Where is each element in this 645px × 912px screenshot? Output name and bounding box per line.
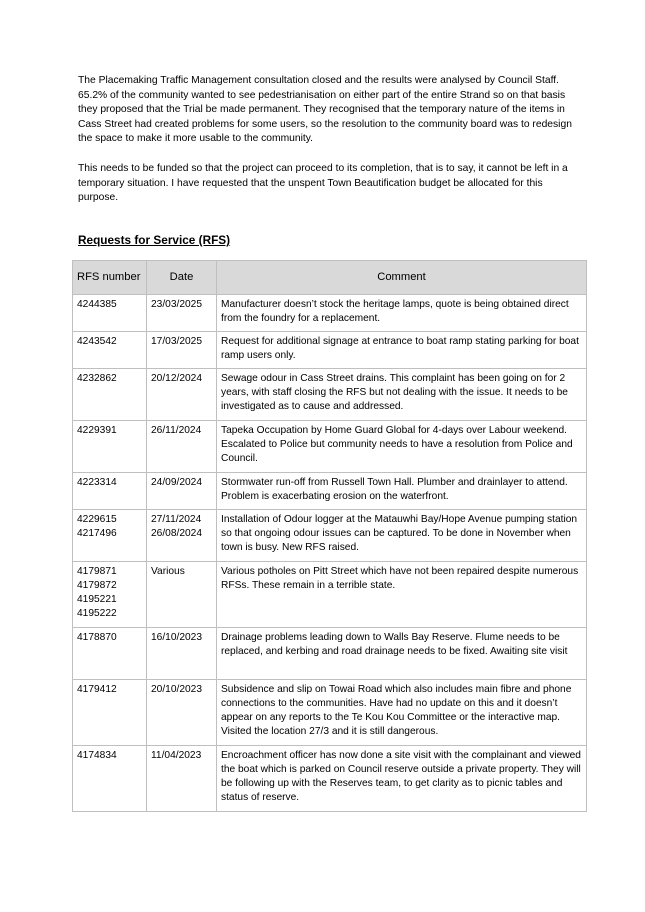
- rfs-number-cell: [73, 295, 147, 332]
- date-cell: [147, 295, 217, 332]
- rfs-number: 4243542: [77, 336, 117, 347]
- date-cell: [147, 510, 217, 562]
- header-date: Date: [147, 261, 217, 295]
- rfs-date: Various: [151, 566, 185, 577]
- rfs-number-cell: [73, 746, 147, 812]
- rfs-number: 4244385: [77, 299, 117, 310]
- table-row: [73, 295, 587, 332]
- date-cell: [147, 332, 217, 369]
- table-row: [73, 369, 587, 421]
- rfs-date: 27/11/2024: [151, 514, 202, 525]
- comment-cell: Installation of Odour logger at the Matauwhi Bay/Hope Avenue pumping station so that ongoing odour issues can be captured. To be done in November when town is busy. New RFS raised.: [217, 510, 587, 562]
- rfs-date: 11/04/2023: [151, 750, 202, 761]
- rfs-number: 4179412: [77, 684, 117, 695]
- rfs-number-cell: [73, 369, 147, 421]
- rfs-number: 4217496: [77, 528, 117, 539]
- rfs-number: 4229615: [77, 514, 117, 525]
- rfs-number-cell: [73, 421, 147, 473]
- rfs-number-cell: [73, 628, 147, 680]
- rfs-number: 4195222: [77, 608, 117, 619]
- rfs-date: 24/09/2024: [151, 477, 202, 488]
- rfs-number: 4178870: [77, 632, 117, 643]
- date-cell: [147, 628, 217, 680]
- rfs-number-cell: [73, 680, 147, 746]
- rfs-date: 17/03/2025: [151, 336, 202, 347]
- rfs-number: 4179871: [77, 566, 117, 577]
- date-cell: [147, 421, 217, 473]
- rfs-number: 4223314: [77, 477, 117, 488]
- table-row: [73, 473, 587, 510]
- table-row: [73, 562, 587, 628]
- date-cell: [147, 562, 217, 628]
- rfs-number: 4174834: [77, 750, 117, 761]
- comment-cell: Various potholes on Pitt Street which have not been repaired despite numerous RFSs. These remain in a terrible state.: [217, 562, 587, 628]
- table-row: [73, 510, 587, 562]
- date-cell: [147, 369, 217, 421]
- table-row: [73, 421, 587, 473]
- table-body: [73, 295, 587, 812]
- comment-cell: Drainage problems leading down to Walls Bay Reserve. Flume needs to be replaced, and kerbing and road drainage needs to be fixed. Awaiting site visit: [217, 628, 587, 680]
- funding-paragraph: This needs to be funded so that the project can proceed to its completion, that is to say, it cannot be left in a temporary situation. I have requested that the unspent Town Beautification budget be allocated for this purpose.: [78, 163, 568, 204]
- rfs-number-cell: [73, 332, 147, 369]
- rfs-table: [72, 260, 587, 812]
- comment-cell: Manufacturer doesn’t stock the heritage lamps, quote is being obtained direct from the foundry for a replacement.: [217, 295, 587, 332]
- table-row: [73, 332, 587, 369]
- comment-cell: Stormwater run-off from Russell Town Hall. Plumber and drainlayer to attend. Problem is exacerbating erosion on the waterfront.: [217, 473, 587, 510]
- rfs-date: 26/11/2024: [151, 425, 202, 436]
- table-row: [73, 628, 587, 680]
- rfs-date: 23/03/2025: [151, 299, 202, 310]
- rfs-date: 20/10/2023: [151, 684, 202, 695]
- table-row: [73, 746, 587, 812]
- rfs-number: 4232862: [77, 373, 117, 384]
- table-header-row: [73, 261, 587, 295]
- rfs-number: 4195221: [77, 594, 117, 605]
- header-rfs-number: RFS number: [73, 261, 147, 295]
- date-cell: [147, 746, 217, 812]
- rfs-number-cell: [73, 562, 147, 628]
- rfs-date: 20/12/2024: [151, 373, 202, 384]
- rfs-number-cell: [73, 473, 147, 510]
- comment-cell: Request for additional signage at entrance to boat ramp stating parking for boat ramp users only.: [217, 332, 587, 369]
- comment-cell: Encroachment officer has now done a site visit with the complainant and viewed the boat which is parked on Council reserve outside a private property. They will be following up with the Reserves team, to get clarity as to picnic tables and status of reserve.: [217, 746, 587, 812]
- table-row: [73, 680, 587, 746]
- intro-paragraph: The Placemaking Traffic Management consultation closed and the results were analysed by Council Staff. 65.2% of the community wanted to see pedestrianisation on either part of the entire Strand so on that basis they proposed that the Trial be made permanent. They recognised that the temporary nature of the items in Cass Street had created problems for some users, so the resolution to the community board was to redesign the space to make it more usable to the community.: [78, 75, 572, 145]
- rfs-number: 4179872: [77, 580, 117, 591]
- comment-cell: Sewage odour in Cass Street drains. This complaint has been going on for 2 years, with staff closing the RFS but not dealing with the issue. It needs to be investigated as to cause and addressed.: [217, 369, 587, 421]
- rfs-number: 4229391: [77, 425, 117, 436]
- header-comment: Comment: [217, 261, 587, 295]
- date-cell: [147, 473, 217, 510]
- rfs-number-cell: [73, 510, 147, 562]
- section-heading: Requests for Service (RFS): [78, 233, 231, 247]
- rfs-date: 16/10/2023: [151, 632, 202, 643]
- comment-cell: Tapeka Occupation by Home Guard Global for 4-days over Labour weekend. Escalated to Police but community needs to have a resolution from Police and Council.: [217, 421, 587, 473]
- comment-cell: Subsidence and slip on Towai Road which also includes main fibre and phone connections to the communities. Have had no update on this and it doesn’t appear on any reports to the Te Kou Kou Committee or the interactive map. Visited the location 27/3 and it is still dangerous.: [217, 680, 587, 746]
- rfs-date: 26/08/2024: [151, 528, 202, 539]
- date-cell: [147, 680, 217, 746]
